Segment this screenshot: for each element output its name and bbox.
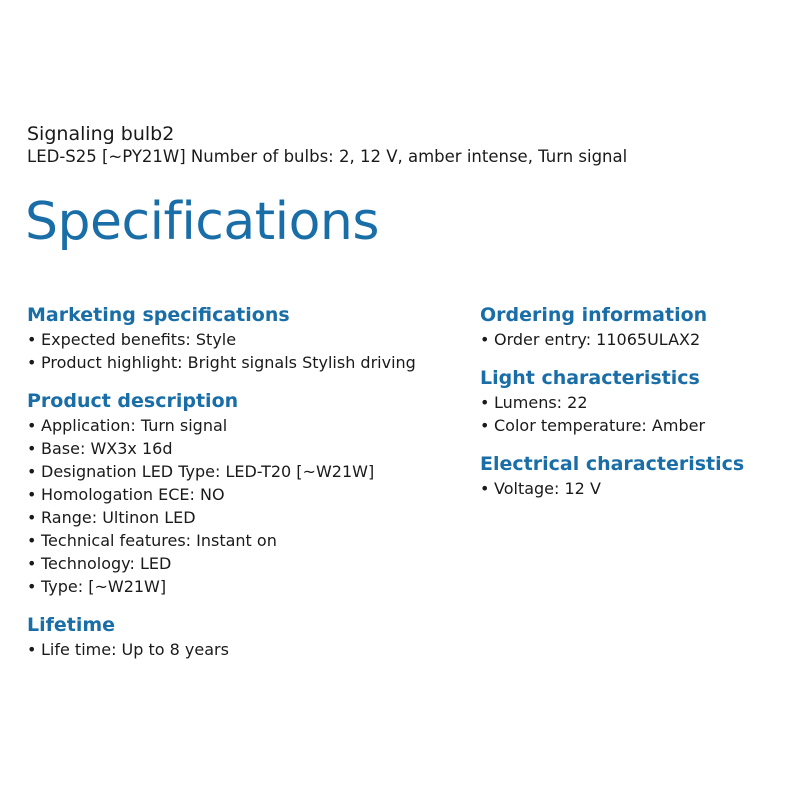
section-title-electrical: Electrical characteristics bbox=[480, 453, 745, 475]
spec-item: • Voltage: 12 V bbox=[480, 477, 780, 500]
product-name: Signaling bulb2 bbox=[27, 123, 175, 145]
lifetime-list bbox=[27, 638, 447, 661]
spec-item: • Designation LED Type: LED-T20 [~W21W] bbox=[27, 460, 447, 483]
spec-item: • Base: WX3x 16d bbox=[27, 437, 447, 460]
product-header bbox=[27, 122, 627, 168]
product-subtitle: LED-S25 [~PY21W] Number of bulbs: 2, 12 V, amber intense, Turn signal bbox=[27, 147, 628, 166]
product-description-list bbox=[27, 414, 447, 598]
spec-item: • Product highlight: Bright signals Stylish driving bbox=[27, 351, 447, 374]
spec-item: • Life time: Up to 8 years bbox=[27, 638, 447, 661]
spec-item: • Lumens: 22 bbox=[480, 391, 780, 414]
section-title-light: Light characteristics bbox=[480, 367, 700, 389]
page-title: Specifications bbox=[25, 192, 379, 252]
spec-item: • Range: Ultinon LED bbox=[27, 506, 447, 529]
electrical-list bbox=[480, 477, 780, 500]
right-column bbox=[480, 302, 780, 514]
marketing-list bbox=[27, 328, 447, 374]
section-title-product-description: Product description bbox=[27, 390, 239, 412]
electrical-section bbox=[480, 451, 780, 500]
spec-item: • Order entry: 11065ULAX2 bbox=[480, 328, 780, 351]
spec-item: • Technology: LED bbox=[27, 552, 447, 575]
section-title-marketing: Marketing specifications bbox=[27, 304, 290, 326]
spec-item: • Technical features: Instant on bbox=[27, 529, 447, 552]
spec-item: • Type: [~W21W] bbox=[27, 575, 447, 598]
product-description-section bbox=[27, 388, 447, 598]
ordering-list bbox=[480, 328, 780, 351]
light-list bbox=[480, 391, 780, 437]
section-title-ordering: Ordering information bbox=[480, 304, 708, 326]
ordering-section bbox=[480, 302, 780, 351]
section-title-lifetime: Lifetime bbox=[27, 614, 116, 636]
spec-item: • Color temperature: Amber bbox=[480, 414, 780, 437]
light-section bbox=[480, 365, 780, 437]
marketing-section bbox=[27, 302, 447, 374]
spec-item: • Expected benefits: Style bbox=[27, 328, 447, 351]
left-column bbox=[27, 302, 447, 675]
lifetime-section bbox=[27, 612, 447, 661]
spec-item: • Application: Turn signal bbox=[27, 414, 447, 437]
spec-item: • Homologation ECE: NO bbox=[27, 483, 447, 506]
